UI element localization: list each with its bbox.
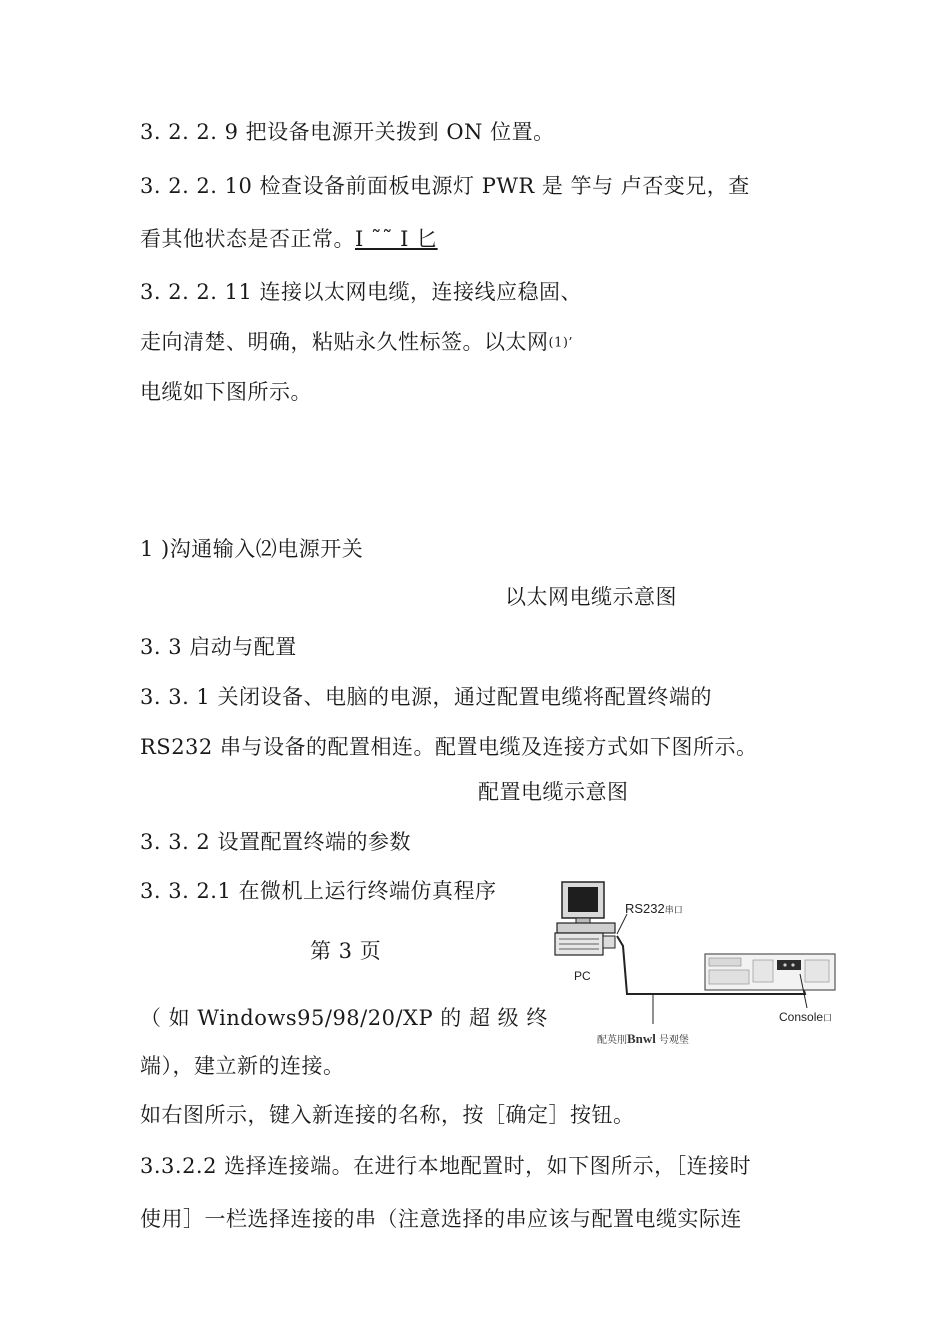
console-text: Console <box>779 1010 824 1024</box>
cable-label <box>597 1031 689 1046</box>
cable-label-bold: Bnwl <box>627 1031 656 1046</box>
rs232-label <box>625 901 683 916</box>
footnote-marker: (1)’ <box>548 335 574 351</box>
line-text: 走向清楚、明确，粘贴永久性标签。以太网 <box>140 330 549 354</box>
paragraph-line: 3. 2. 2. 11 连接以太网电缆，连接线应稳固、 <box>140 280 583 304</box>
paragraph-line: 如右图所示，键入新连接的名称，按［确定］按钮。 <box>140 1103 635 1127</box>
paragraph-line: 3.3.2.2 选择连接端。在进行本地配置时，如下图所示，［连接时 <box>140 1154 752 1178</box>
figure-legend: 1 )沟通输入⑵电源开关 <box>140 537 364 561</box>
paragraph-line: 3. 2. 2. 10 检查设备前面板电源灯 PWR 是 竽与 卢否变兄，查 <box>140 174 750 198</box>
paragraph-line: 3. 2. 2. 9 把设备电源开关拨到 ON 位置。 <box>140 120 555 144</box>
rs232-suffix: 串口 <box>664 905 683 915</box>
paragraph-line: 使用］一栏选择连接的串（注意选择的串应该与配置电缆实际连 <box>140 1207 742 1231</box>
figure-caption: 以太网电缆示意图 <box>505 585 677 609</box>
paragraph-line <box>140 329 573 357</box>
figure-caption: 配置电缆示意图 <box>478 780 629 804</box>
pc-icon <box>555 882 615 955</box>
console-suffix: 口 <box>823 1013 833 1023</box>
rs232-text: RS232 <box>625 901 665 916</box>
paragraph-line: 端），建立新的连接。 <box>140 1054 345 1078</box>
section-heading: 3. 3 启动与配置 <box>140 635 297 659</box>
paragraph-line: （ 如 Windows95/98/20/XP 的 超 级 终 <box>140 1006 548 1030</box>
paragraph-line: 3. 3. 2.1 在微机上运行终端仿真程序 <box>140 879 497 903</box>
paragraph-line: RS232 串与设备的配置相连。配置电缆及连接方式如下图所示。 <box>140 735 758 759</box>
garbled-underlined-text: I ˜˜ I 匕 <box>355 227 438 251</box>
line-text: 看其他状态是否正常。 <box>140 227 355 251</box>
page-number: 第 3 页 <box>310 939 382 963</box>
config-cable-diagram <box>545 876 845 1056</box>
paragraph-line: 电缆如下图所示。 <box>140 380 312 404</box>
cable-label-prefix: 配英刖 <box>597 1035 627 1046</box>
section-heading: 3. 3. 2 设置配置终端的参数 <box>140 830 411 854</box>
paragraph-line <box>140 226 438 252</box>
paragraph-line: 3. 3. 1 关闭设备、电脑的电源，通过配置电缆将配置终端的 <box>140 685 712 709</box>
cable-label-suffix: 号观堡 <box>658 1035 689 1046</box>
rs232-pointer <box>617 914 627 934</box>
device-icon <box>705 954 835 990</box>
console-label <box>779 1010 832 1024</box>
pc-label: PC <box>574 969 591 983</box>
